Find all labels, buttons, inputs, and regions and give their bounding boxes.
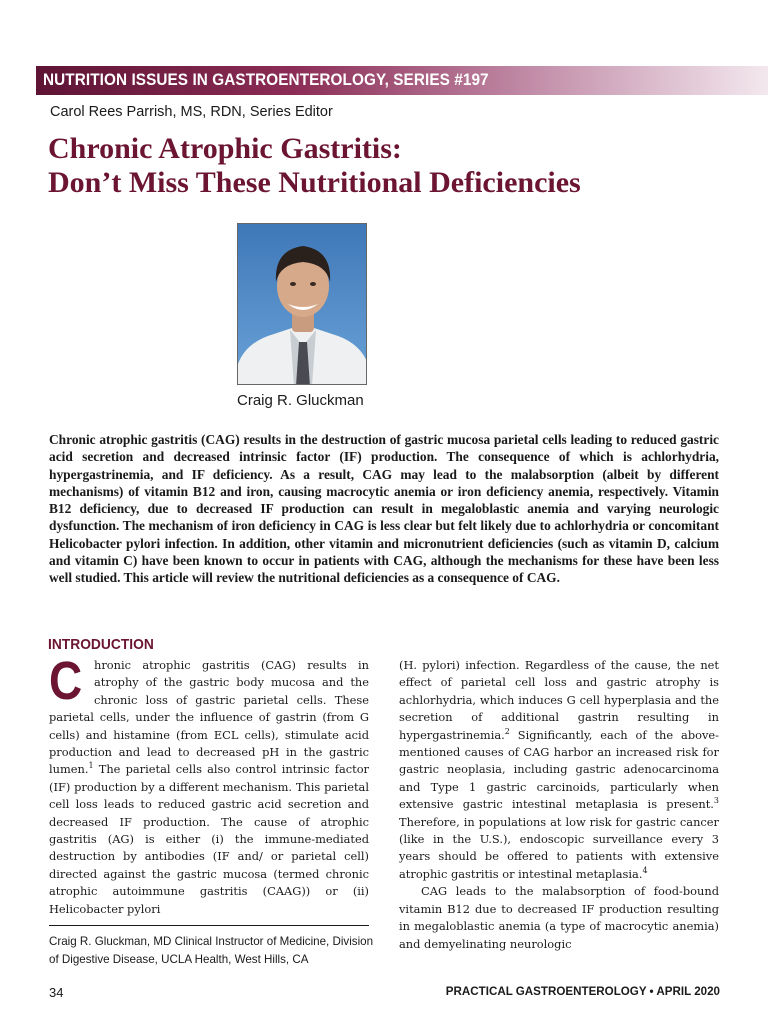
intro-paragraph-1: [49, 651, 369, 918]
body-text: Significantly, each of the above-mentioned causes of CAG harbor an increased risk for gastric neoplasia, including gastric adenocarcinoma and Type 1 gastric carcinoids, particularly when extensive gastric intestinal metaplasia is present.: [399, 727, 719, 812]
title-line-2: Don’t Miss These Nutritional Deficiencies: [48, 166, 581, 199]
author-caption: Craig R. Gluckman: [237, 392, 364, 409]
reference-marker: 4: [642, 866, 648, 876]
drop-cap: C: [49, 651, 83, 711]
section-heading-introduction: INTRODUCTION: [48, 636, 154, 653]
body-column-left: [49, 651, 369, 918]
title-line-1: Chronic Atrophic Gastritis:: [48, 132, 402, 165]
series-editor: Carol Rees Parrish, MS, RDN, Series Editor: [50, 104, 333, 120]
journal-footer: PRACTICAL GASTROENTEROLOGY • APRIL 2020: [445, 985, 720, 998]
author-affiliation: Craig R. Gluckman, MD Clinical Instructor of Medicine, Division of Digestive Disease, UCLA Health, West Hills, CA: [49, 935, 374, 966]
abstract: Chronic atrophic gastritis (CAG) results in the destruction of gastric mucosa parietal cells leading to reduced gastric acid secretion and decreased intrinsic factor (IF) production. The consequence of which is achlorhydria, hypergastrinemia, and IF deficiency. As a result, CAG may lead to the malabsorption (albeit by different mechanisms) of vitamin B12 and iron, causing macrocytic anemia or iron deficiency anemia, respectively. Vitamin B12 deficiency, due to decreased IF production can result in megaloblastic anemia and varying neurologic dysfunction. The mechanism of iron deficiency in CAG is less clear but felt likely due to achlorhydria or concomitant Helicobacter pylori infection. In addition, other vitamin and micronutrient deficiencies (such as vitamin D, calcium and vitamin C) have been known to occur in patients with CAG, although the mechanisms for these have been less well studied. This article will review the nutritional deficiencies as a consequence of CAG.: [49, 432, 719, 586]
body-column-right: [399, 657, 719, 953]
intro-paragraph-2: CAG leads to the malabsorption of food-bound vitamin B12 due to decreased IF production resulting in megaloblastic anemia (a type of macrocytic anemia) and demyelinating neurologic: [399, 884, 719, 951]
body-text: Therefore, in populations at low risk for gastric cancer (like in the U.S.), endoscopic surveillance every 3 years should be offered to patients with extensive atrophic gastritis or intestinal metaplasia.: [399, 814, 719, 881]
page-number: 34: [49, 985, 64, 1000]
body-text: hronic atrophic gastritis (CAG) results in atrophy of the gastric body mucosa and the chronic loss of gastric parietal cells. These parietal cells, under the influence of gastrin (from G cells) and histamine (from ECL cells), stimulate acid production and lead to decreased pH in the gastric lumen.: [49, 658, 369, 777]
footnote-divider: [49, 925, 369, 926]
article-title: [48, 132, 581, 200]
body-text: The parietal cells also control intrinsic factor (IF) production by a different mechanism. This parietal cell loss leads to reduced gastric acid secretion and decreased IF production. The cause of atrophic gastritis (AG) is either (i) the immune-mediated destruction by antibodies (IF and/ or parietal cell) directed against the gastric mucosa (termed chronic atrophic autoimmune gastritis (CAAG)) or (ii) Helicobacter pylori: [49, 762, 369, 916]
author-photo: [237, 223, 367, 385]
intro-paragraph-1-continued: [399, 657, 719, 883]
series-banner: [36, 66, 768, 95]
reference-marker: 3: [713, 796, 719, 806]
reference-marker: 2: [504, 726, 510, 736]
series-label: NUTRITION ISSUES IN GASTROENTEROLOGY, SERIES #197: [43, 70, 489, 89]
reference-marker: 1: [88, 761, 94, 771]
body-text: (H. pylori) infection. Regardless of the cause, the net effect of parietal cell loss and gastric atrophy is achlorhydria, which induces G cell hyperplasia and the secretion of additional gastrin resulting in hypergastrinemia.: [399, 658, 719, 742]
